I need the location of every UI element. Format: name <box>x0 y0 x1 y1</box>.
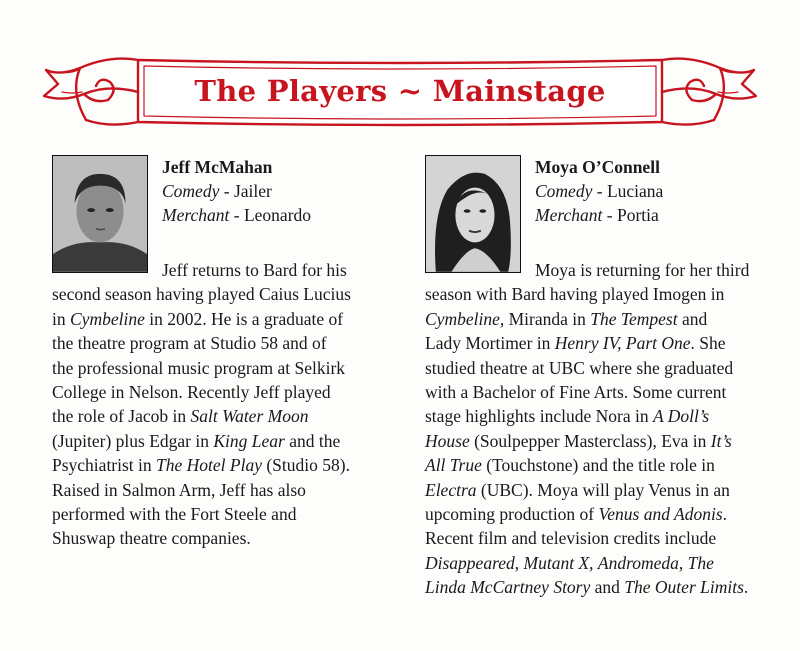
bio-text: (Soulpepper Masterclass), Eva in <box>469 430 711 451</box>
work-title: The Outer Limits <box>624 577 744 598</box>
bio-line <box>425 282 770 306</box>
bio-text: the professional music program at Selkirk <box>52 357 346 378</box>
bio-text: (Jupiter) plus Edgar in <box>52 430 214 451</box>
bio-line <box>52 307 392 331</box>
bio-text: studied theatre at UBC where she graduated <box>425 357 734 378</box>
role-line <box>162 179 311 203</box>
bio-text: upcoming production of <box>425 504 599 525</box>
player-name: Moya O’Connell <box>535 157 660 177</box>
bio-line <box>52 429 392 453</box>
bio-text: (Touchstone) and the title role in <box>481 455 715 476</box>
bio-text: Jeff returns to Bard for his <box>162 260 347 280</box>
bio-text: Shuswap theatre companies. <box>52 528 251 549</box>
page-title: The Players ~ Mainstage <box>194 74 606 108</box>
role-line <box>535 203 663 227</box>
work-title: Henry IV, Part One <box>554 333 691 354</box>
work-title: Venus and Adonis <box>598 504 723 525</box>
role-separator: - <box>219 181 234 201</box>
headshot-photo <box>425 155 521 273</box>
show-title: Merchant <box>162 205 230 225</box>
bio-text: in <box>52 308 70 329</box>
role-name: Luciana <box>606 181 664 201</box>
bio-line <box>52 404 392 428</box>
bio-text: Lady Mortimer in <box>425 333 555 354</box>
bio-line <box>425 380 770 404</box>
bio-line <box>52 258 392 282</box>
work-title: House <box>425 430 470 451</box>
bio-text: season with Bard having played Imogen in <box>425 284 725 305</box>
bio-text: Raised in Salmon Arm, Jeff has also <box>52 479 306 500</box>
bio-text: and <box>590 577 625 598</box>
scroll-banner <box>0 0 800 140</box>
bio-line <box>52 502 392 526</box>
bio-text: Moya is returning for her third <box>535 260 750 280</box>
bio-text: the role of Jacob in <box>52 406 191 427</box>
player-meta <box>535 155 663 227</box>
headshot-photo <box>52 155 148 273</box>
bio-text: , <box>589 552 598 573</box>
bio-text: in 2002. He is a graduate of <box>144 308 344 329</box>
bio-line <box>425 551 770 575</box>
bio-line <box>52 478 392 502</box>
bio-text: Recent film and television credits include <box>425 528 717 549</box>
bio-text: and the <box>284 430 341 451</box>
work-title: The Tempest <box>590 308 678 329</box>
work-title: All True <box>425 455 482 476</box>
bio-text: , Miranda in <box>499 308 591 329</box>
bio-text: (UBC). Moya will play Venus in an <box>476 479 730 500</box>
bio-line <box>425 575 770 599</box>
bio-text: , <box>514 552 524 573</box>
bio-line <box>52 331 392 355</box>
show-title: Comedy <box>162 181 220 201</box>
bio-line <box>52 356 392 380</box>
role-name: Jailer <box>233 181 272 201</box>
bio-line <box>425 478 770 502</box>
work-title: Cymbeline <box>70 308 145 329</box>
show-title: Comedy <box>535 181 593 201</box>
bio-line <box>52 453 392 477</box>
bio-line <box>425 526 770 550</box>
bio-text: stage highlights include Nora in <box>425 406 653 427</box>
bio-text: College in Nelson. Recently Jeff played <box>52 382 331 403</box>
role-name: Portia <box>616 205 659 225</box>
bio-text: (Studio 58). <box>261 455 350 476</box>
bio-line <box>425 331 770 355</box>
work-title: The Hotel Play <box>156 455 262 476</box>
work-title: Disappeared <box>425 552 515 573</box>
bio-text: performed with the Fort Steele and <box>52 504 297 525</box>
role-separator: - <box>229 205 244 225</box>
work-title: Andromeda <box>597 552 679 573</box>
bio-line <box>425 307 770 331</box>
role-line <box>535 179 663 203</box>
bio-line <box>425 258 770 282</box>
bio-line <box>425 502 770 526</box>
role-separator: - <box>592 181 607 201</box>
bio-line <box>52 526 392 550</box>
bio-text: and <box>677 308 708 329</box>
work-title: A Doll’s <box>652 406 710 427</box>
work-title: Salt Water Moon <box>190 406 309 427</box>
work-title: King Lear <box>213 430 285 451</box>
work-title: It’s <box>710 430 732 451</box>
bio-text: . She <box>690 333 726 354</box>
work-title: Electra <box>425 479 477 500</box>
bio-line <box>425 404 770 428</box>
show-title: Merchant <box>535 205 603 225</box>
bio-text: . <box>722 504 728 525</box>
bio-text: with a Bachelor of Fine Arts. Some current <box>425 382 727 403</box>
player-bio <box>425 258 770 600</box>
bio-line <box>425 356 770 380</box>
role-separator: - <box>602 205 617 225</box>
bio-text: , <box>678 552 688 573</box>
bio-line <box>52 282 392 306</box>
bio-text: . <box>743 577 749 598</box>
player-meta <box>162 155 311 227</box>
bio-text: second season having played Caius Lucius <box>52 284 351 305</box>
work-title: Linda McCartney Story <box>425 577 591 598</box>
bio-line <box>425 453 770 477</box>
player-bio <box>52 258 392 551</box>
bio-line <box>52 380 392 404</box>
work-title: Cymbeline <box>425 308 500 329</box>
bio-line <box>425 429 770 453</box>
work-title: Mutant X <box>523 552 590 573</box>
work-title: The <box>687 552 714 573</box>
player-name: Jeff McMahan <box>162 157 273 177</box>
bio-text: the theatre program at Studio 58 and of <box>52 333 327 354</box>
role-line <box>162 203 311 227</box>
role-name: Leonardo <box>243 205 312 225</box>
bio-text: Psychiatrist in <box>52 455 157 476</box>
